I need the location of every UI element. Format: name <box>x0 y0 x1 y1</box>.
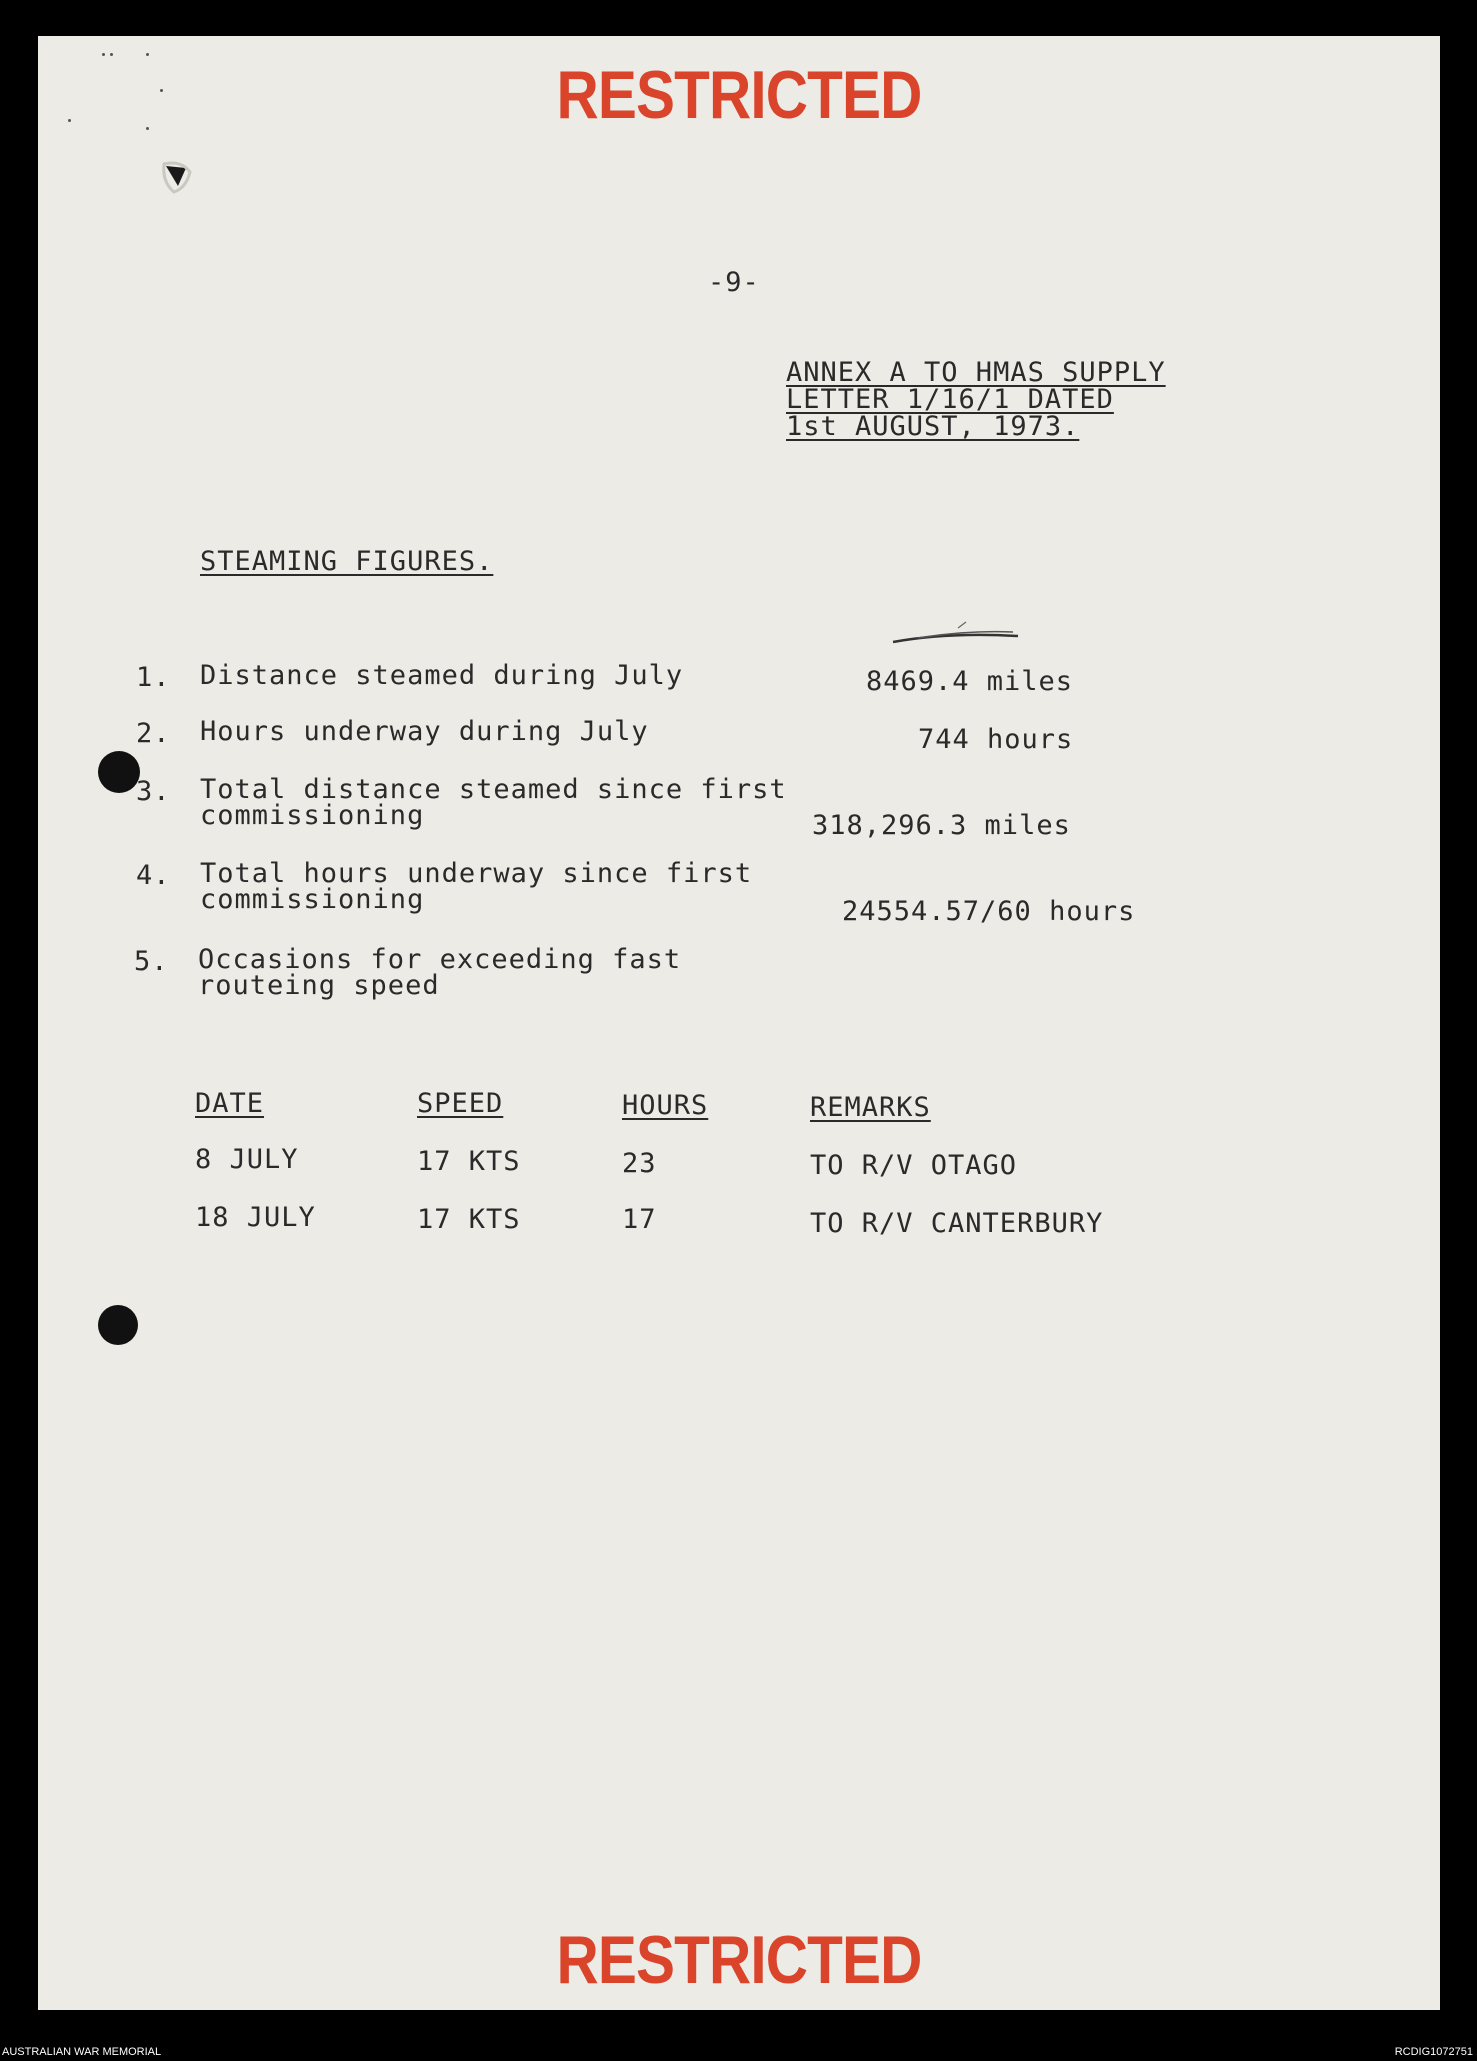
annex-line-1: ANNEX A TO HMAS SUPPLY <box>786 357 1166 388</box>
item-number: 3. <box>136 776 171 807</box>
item-text: Total hours underway since first <box>200 858 753 889</box>
table-cell: 17 <box>622 1204 657 1235</box>
item-text: Occasions for exceeding fast <box>198 944 682 975</box>
document-page <box>38 36 1440 2010</box>
section-heading: STEAMING FIGURES. <box>200 546 494 577</box>
table-cell: 23 <box>622 1148 657 1179</box>
item-value: 318,296.3 miles <box>812 810 1071 841</box>
annex-line-3: 1st AUGUST, 1973. <box>786 411 1080 442</box>
pin-dot <box>68 119 71 122</box>
table-header-hours: HOURS <box>622 1090 709 1121</box>
item-text: Hours underway during July <box>200 716 649 747</box>
archive-id: RCDIG1072751 <box>1394 2046 1473 2058</box>
page-number: -9- <box>708 267 760 298</box>
item-number: 2. <box>136 718 171 749</box>
punch-hole-upper <box>98 751 140 793</box>
pin-dot <box>110 53 113 56</box>
archive-credit: AUSTRALIAN WAR MEMORIAL <box>2 2046 162 2058</box>
item-number: 4. <box>136 860 171 891</box>
table-cell: 17 KTS <box>417 1204 521 1235</box>
item-text: Total distance steamed since first <box>200 774 787 805</box>
tear-mark <box>156 158 206 208</box>
item-text: Distance steamed during July <box>200 660 684 691</box>
table-header-date: DATE <box>195 1088 265 1119</box>
item-number: 5. <box>134 946 169 977</box>
pin-dot <box>102 53 105 56</box>
table-cell: 17 KTS <box>417 1146 521 1177</box>
item-number: 1. <box>136 662 171 693</box>
item-value: 8469.4 miles <box>866 666 1074 697</box>
item-value: 24554.57/60 hours <box>842 896 1136 927</box>
table-header-remarks: REMARKS <box>810 1092 931 1123</box>
restricted-stamp-bottom: RESTRICTED <box>556 1922 922 1998</box>
pen-stroke <box>888 618 1028 648</box>
table-cell: 18 JULY <box>195 1202 316 1233</box>
annex-line-2: LETTER 1/16/1 DATED <box>786 384 1114 415</box>
punch-hole-lower <box>98 1305 138 1345</box>
item-text: commissioning <box>200 884 425 915</box>
table-header-speed: SPEED <box>417 1088 504 1119</box>
table-cell: 8 JULY <box>195 1144 299 1175</box>
table-cell: TO R/V OTAGO <box>810 1150 1018 1181</box>
restricted-stamp-top: RESTRICTED <box>556 57 922 133</box>
item-value: 744 hours <box>918 724 1074 755</box>
table-cell: TO R/V CANTERBURY <box>810 1208 1104 1239</box>
item-text: routeing speed <box>198 970 440 1001</box>
item-text: commissioning <box>200 800 425 831</box>
